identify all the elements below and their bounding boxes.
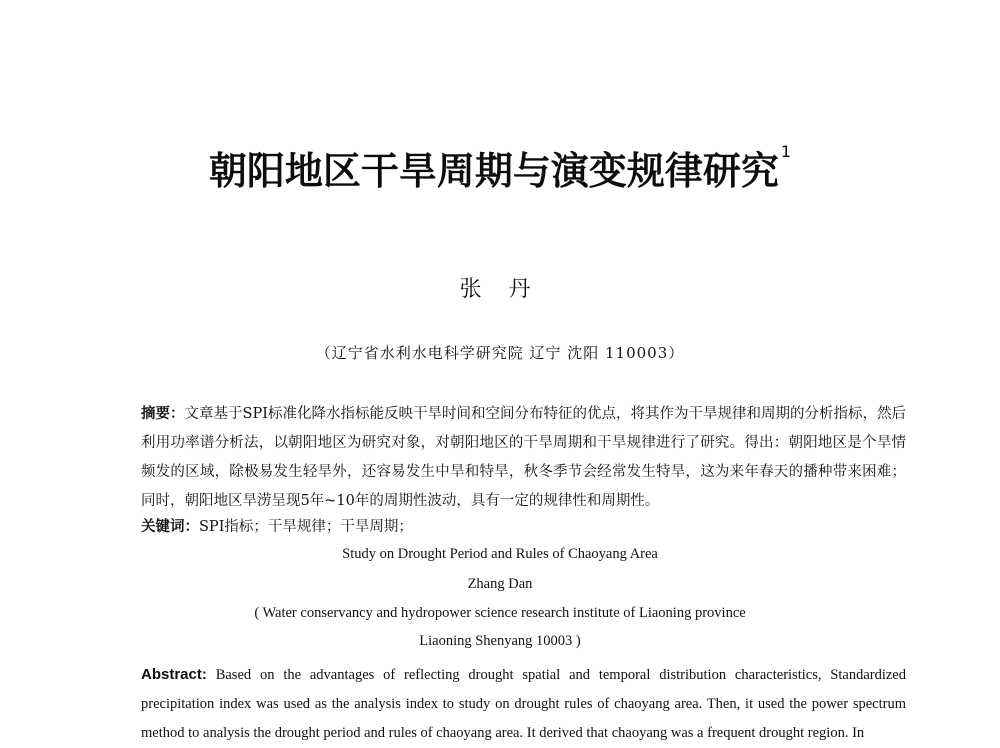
abstract-en-label: Abstract:: [141, 666, 207, 683]
abstract-cn-text: 文章基于SPI标准化降水指标能反映干旱时间和空间分布特征的优点，将其作为干旱规律和周期的分析指标，然后利用功率谱分析法，以朝阳地区为研究对象，对朝阳地区的干旱周期和干旱规律进行了研究。得出：朝阳地区是个旱情频发的区域，除极易发生轻旱外，还容易发生中旱和特旱，秋冬季节会经常发生特旱，这为来年春天的播种带来困难；同时，朝阳地区旱涝呈现5年~10年的周期性波动，具有一定的规律性和周期性。: [141, 406, 907, 509]
paper-title: [0, 140, 1000, 195]
keywords-text: SPI指标；干旱规律；干旱周期；: [199, 519, 413, 535]
keywords-label: 关键词：: [141, 519, 199, 535]
abstract-chinese: [141, 400, 906, 516]
keywords: [141, 515, 906, 536]
abstract-english: [141, 660, 906, 748]
title-text: 朝阳地区干旱周期与演变规律研究: [208, 149, 779, 193]
english-title: Study on Drought Period and Rules of Chaoyang Area: [342, 546, 658, 562]
english-affiliation-line-1: ( Water conservancy and hydropower science research institute of Liaoning province: [254, 605, 746, 621]
english-affiliation-line-2: Liaoning Shenyang 10003 ): [419, 633, 581, 649]
english-author: Zhang Dan: [467, 576, 533, 592]
title-footnote-marker: 1: [780, 142, 792, 161]
author-name: 张 丹: [459, 277, 541, 302]
affiliation: （辽宁省水利水电科学研究院 辽宁 沈阳 110003）: [315, 344, 685, 362]
abstract-en-text: Based on the advantages of reflecting drought spatial and temporal distribution characteristics, Standardized precipitation index was used as the analysis index to study on drought rules of chaoyang area. Then, it used the power spectrum method to analysis the drought period and rules of chaoyang area. It derived that chaoyang was a frequent drought region. In: [141, 667, 906, 741]
abstract-cn-label: 摘要：: [141, 406, 185, 422]
